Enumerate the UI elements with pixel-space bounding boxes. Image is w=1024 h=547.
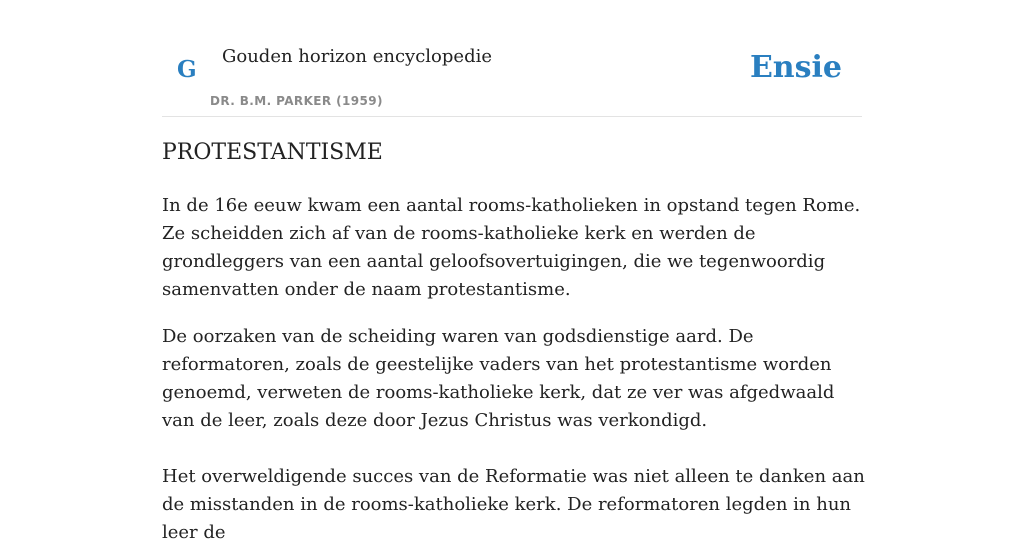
entry-headword: PROTESTANTISME: [162, 140, 383, 165]
ensie-logo-link[interactable]: Ensie: [749, 50, 842, 85]
entry-paragraph-1: In de 16e eeuw kwam een aantal rooms-katholieken in opstand tegen Rome. Ze scheidden zich af van de rooms-katholieke kerk en werden de grondleggers van een aantal geloofsovertuigingen, die we tegenwoordig samenvatten onder de naam protestantisme.: [162, 195, 861, 300]
entry-paragraph-3: Het overweldigende succes van de Reformatie was niet alleen te danken aan de misstanden in de rooms-katholieke kerk. De reformatoren legden in hun leer de: [162, 466, 865, 543]
page-header: [162, 0, 862, 117]
entry-body: [162, 192, 866, 547]
entry-paragraph-2: De oorzaken van de scheiding waren van godsdienstige aard. De reformatoren, zoals de geestelijke vaders van het protestantisme worden genoemd, verweten de rooms-katholieke kerk, dat ze ver was afgedwaald van de leer, zoals deze door Jezus Christus was verkondigd.: [162, 326, 835, 431]
book-logo[interactable]: G: [177, 56, 197, 83]
book-title-link[interactable]: Gouden horizon encyclopedie: [222, 46, 492, 67]
book-author: DR. B.M. PARKER (1959): [210, 94, 383, 108]
